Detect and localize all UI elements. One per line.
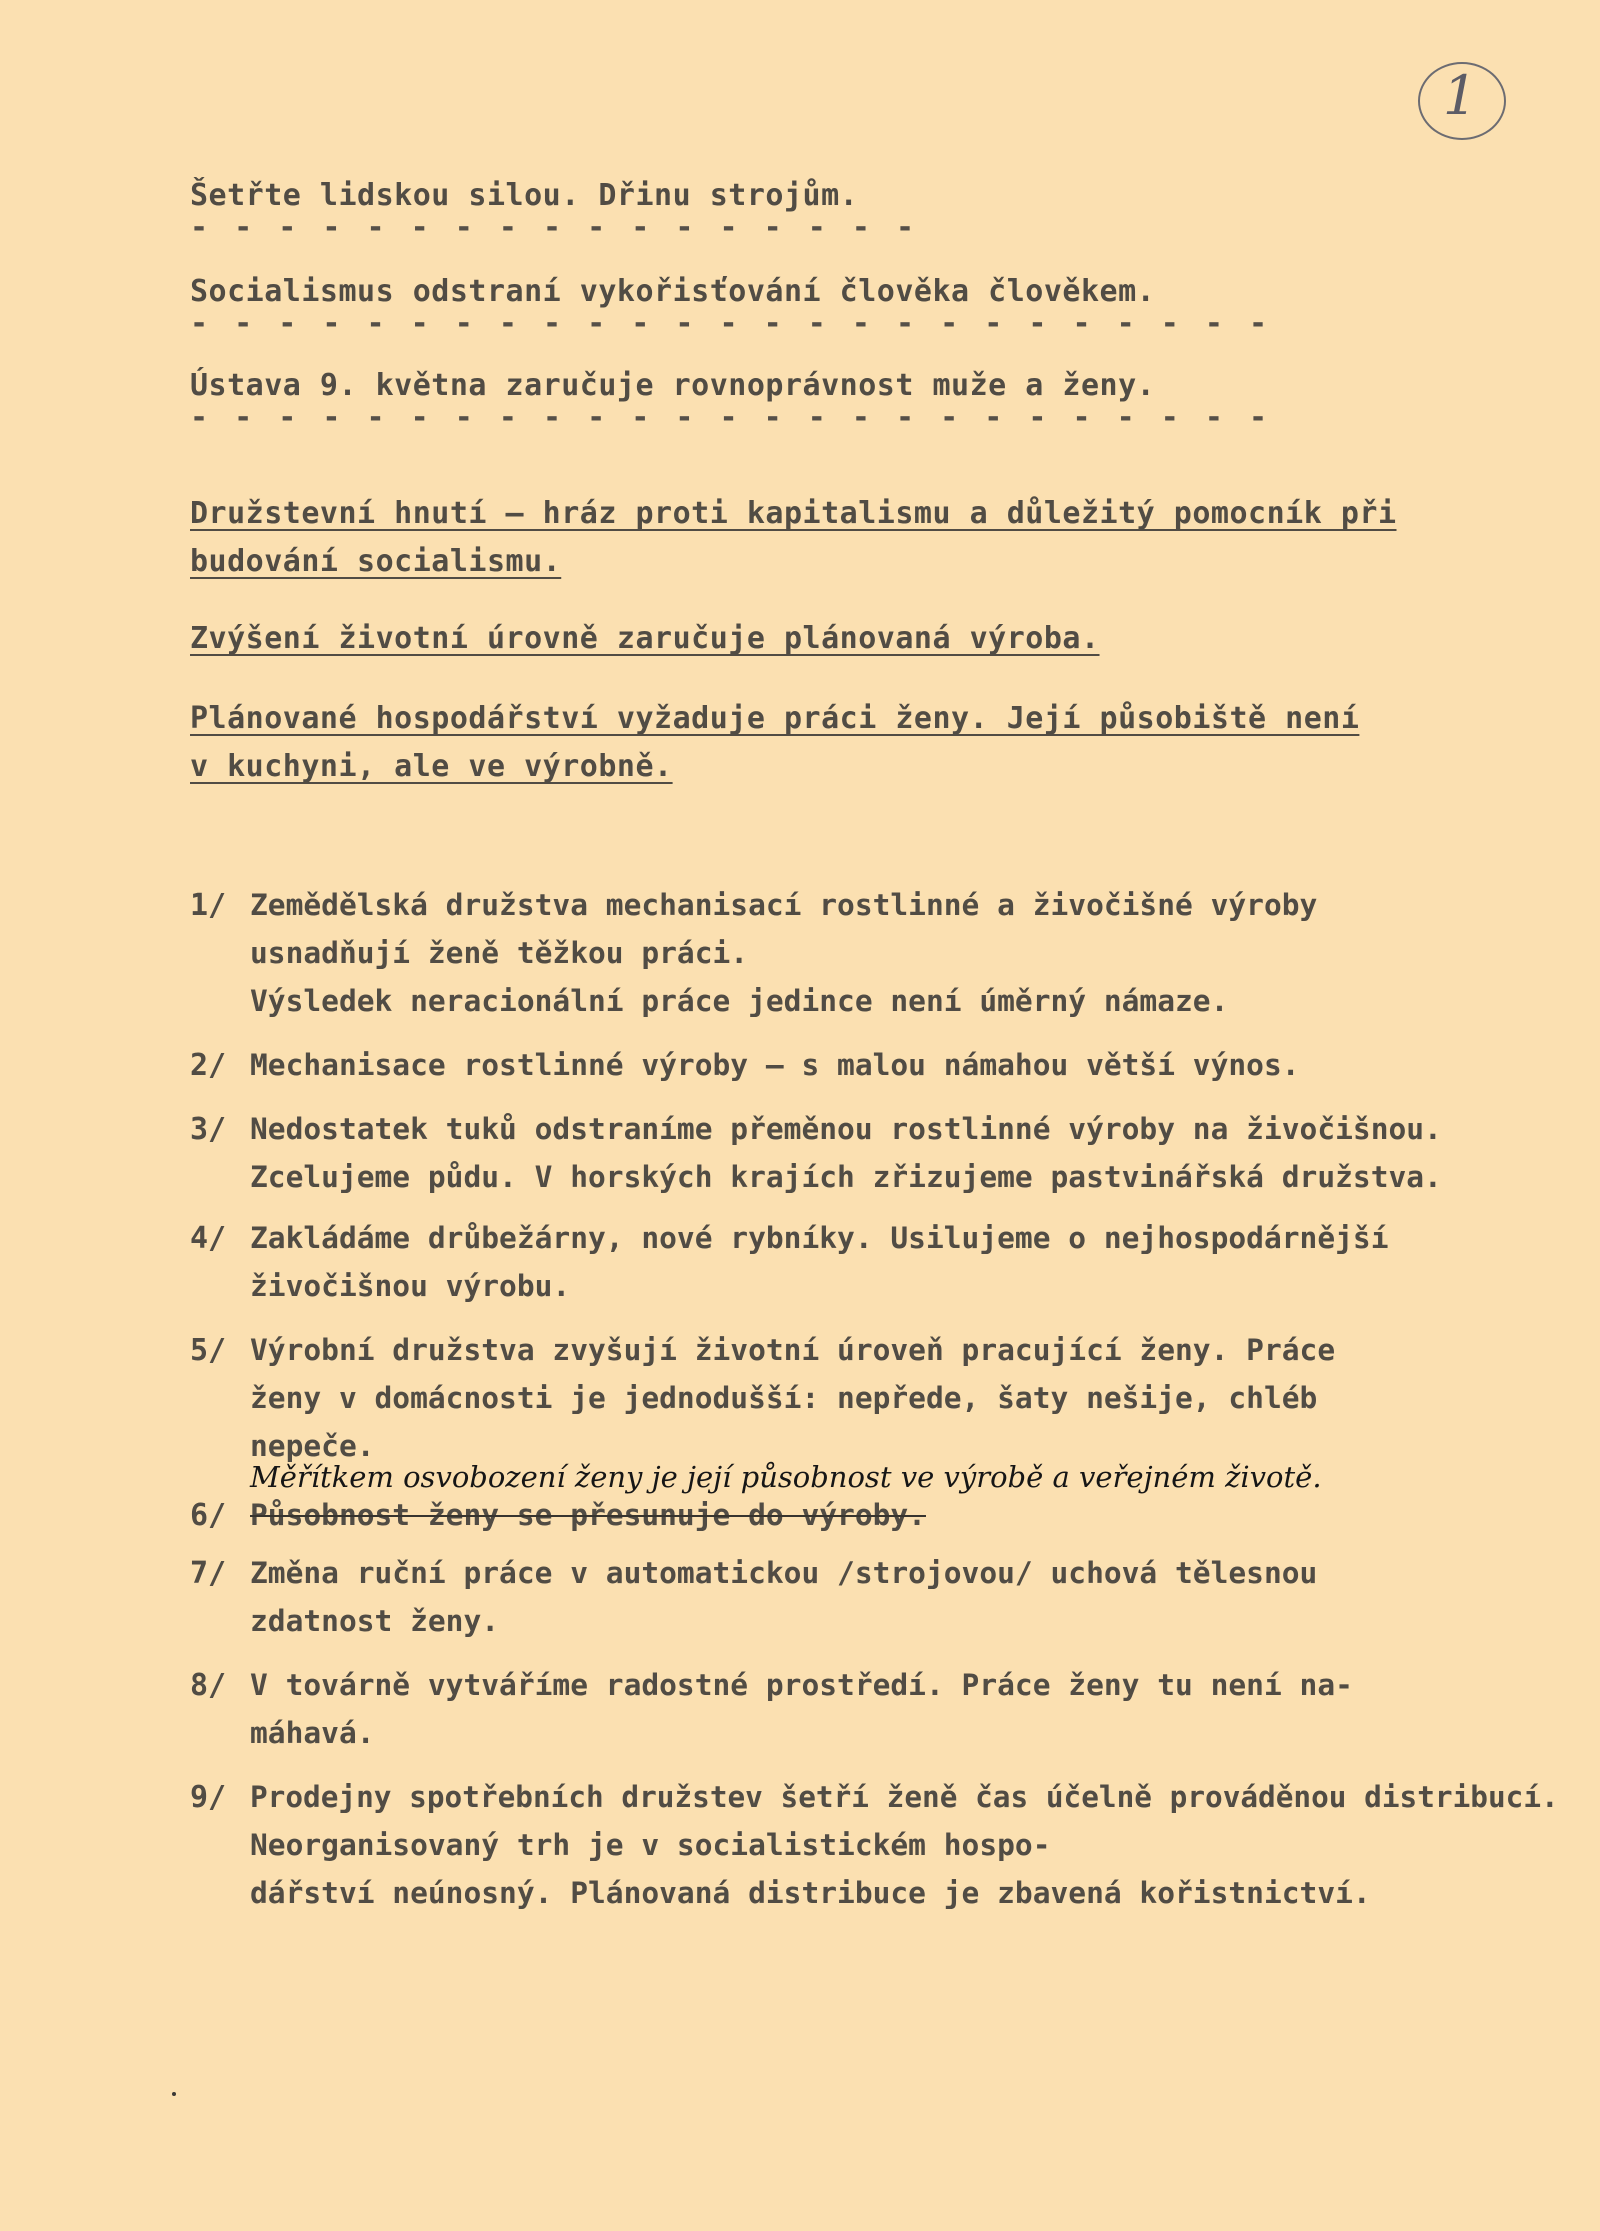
- thesis-2: Zvýšení životní úrovně zaručuje plánovaná výroba.: [190, 621, 1100, 656]
- dash-separator-3: - - - - - - - - - - - - - - - - - - - - - - - - -: [190, 400, 1272, 435]
- item-4-line-2: živočišnou výrobu.: [250, 1269, 571, 1303]
- item-5-line-2: ženy v domácnosti je jednodušší: nepřede, šaty nešije, chléb: [250, 1381, 1318, 1415]
- item-9-line-1: Prodejny spotřebních družstev šetří ženě čas účelně prováděnou distribucí.: [250, 1780, 1559, 1814]
- item-5-line-1: Výrobní družstva zvyšují životní úroveň pracující ženy. Práce: [250, 1333, 1336, 1367]
- item-number: 2/: [190, 1048, 227, 1083]
- slogan-2: Socialismus odstraní vykořisťování člověka člověkem.: [190, 274, 1156, 309]
- item-3-line-1: Nedostatek tuků odstraníme přeměnou rostlinné výroby na živočišnou.: [250, 1112, 1442, 1146]
- item-2-line-1: Mechanisace rostlinné výroby – s malou námahou větší výnos.: [250, 1048, 1300, 1082]
- item-8-line-2: máhavá.: [250, 1716, 375, 1750]
- item-6-struck-span: Působnost ženy se přesunuje do výroby.: [250, 1498, 926, 1532]
- thesis-3-line-2: v kuchyni, ale ve výrobně.: [190, 749, 673, 784]
- item-number: 7/: [190, 1556, 227, 1591]
- item-9-line-2: Neorganisovaný trh je v socialistickém hospo-: [250, 1828, 1051, 1862]
- item-number: 8/: [190, 1668, 227, 1703]
- item-1-line-1: Zemědělská družstva mechanisací rostlinné a živočišné výroby: [250, 888, 1318, 922]
- item-1-line-2: usnadňují ženě těžkou práci.: [250, 936, 749, 970]
- item-number: 9/: [190, 1780, 227, 1815]
- dash-separator-2: - - - - - - - - - - - - - - - - - - - - - - - - -: [190, 306, 1272, 341]
- item-6-handwritten-correction: Měřítkem osvobození ženy je její působnost ve výrobě a veřejném životě.: [250, 1460, 1322, 1494]
- thesis-3-line-1: Plánované hospodářství vyžaduje práci ženy. Její působiště není: [190, 701, 1360, 736]
- dash-separator-1: - - - - - - - - - - - - - - - - -: [190, 210, 919, 245]
- item-9-line-3: dářství neúnosný. Plánovaná distribuce je zbavená kořistnictví.: [250, 1876, 1371, 1910]
- item-4-line-1: Zakládáme drůbežárny, nové rybníky. Usilujeme o nejhospodárnější: [250, 1221, 1389, 1255]
- item-7-line-2: zdatnost ženy.: [250, 1604, 500, 1638]
- item-number: 6/: [190, 1498, 227, 1533]
- item-7-line-1: Změna ruční práce v automatickou /strojovou/ uchová tělesnou: [250, 1556, 1318, 1590]
- ink-speck: [172, 2092, 176, 2096]
- page-number: 1: [1442, 64, 1478, 127]
- item-number: 3/: [190, 1112, 227, 1147]
- item-5-line-3: nepeče.: [250, 1429, 375, 1463]
- item-6-struck-text: [250, 1492, 1580, 1539]
- item-number: 5/: [190, 1333, 227, 1368]
- item-8-line-1: V továrně vytváříme radostné prostředí. Práce ženy tu není na-: [250, 1668, 1353, 1702]
- item-number: 4/: [190, 1221, 227, 1256]
- item-number: 1/: [190, 888, 227, 923]
- item-3-line-2: Zcelujeme půdu. V horských krajích zřizujeme pastvinářská družstva.: [250, 1160, 1442, 1194]
- slogan-3: Ústava 9. května zaručuje rovnoprávnost muže a ženy.: [190, 368, 1156, 403]
- thesis-1-line-1: Družstevní hnutí – hráz proti kapitalismu a důležitý pomocník při: [190, 496, 1397, 531]
- thesis-1-line-2: budování socialismu.: [190, 544, 562, 579]
- slogan-1: Šetřte lidskou silou. Dřinu strojům.: [190, 178, 859, 213]
- item-1-line-3: Výsledek neracionální práce jedince není úměrný námaze.: [250, 984, 1229, 1018]
